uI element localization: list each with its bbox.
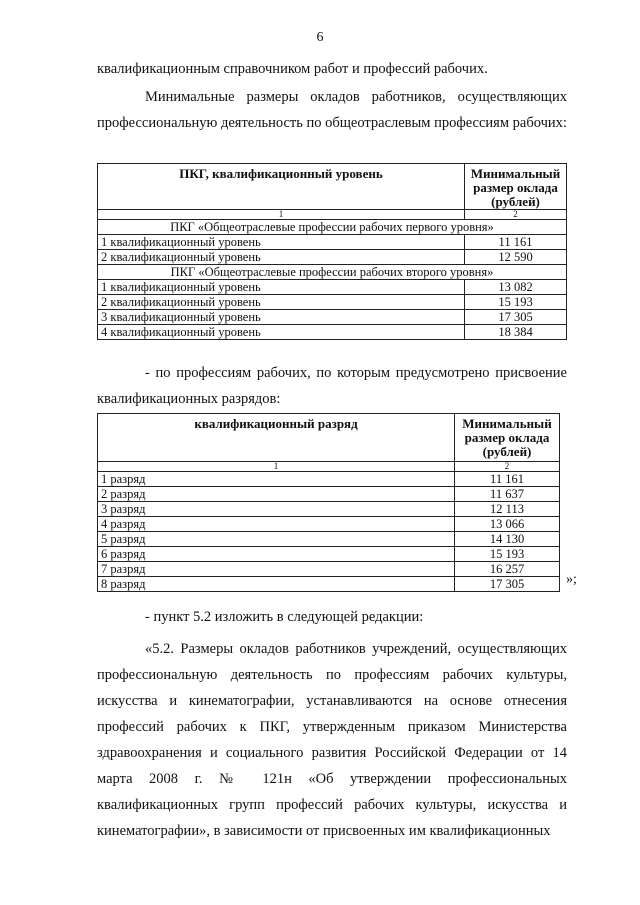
header-qualification-level: ПКГ, квалификационный уровень: [98, 164, 465, 210]
salary-cell: 16 257: [455, 562, 560, 577]
table-row: [98, 235, 567, 250]
grade-cell: 7 разряд: [98, 562, 455, 577]
grade-cell: 2 разряд: [98, 487, 455, 502]
table-row: [98, 577, 560, 592]
table-row: [98, 250, 567, 265]
salary-cell: 15 193: [465, 295, 567, 310]
salary-cell: 11 637: [455, 487, 560, 502]
group-row: [98, 265, 567, 280]
salary-table-grades: [97, 413, 560, 592]
paragraph-qualification-grades: - по профессиям рабочих, по которым предусмотрено присвоение квалификационных разрядов:: [97, 365, 567, 407]
salary-cell: 12 590: [465, 250, 567, 265]
salary-cell: 17 305: [455, 577, 560, 592]
table-row: [98, 517, 560, 532]
salary-cell: 18 384: [465, 325, 567, 340]
level-cell: 1 квалификационный уровень: [98, 235, 465, 250]
table-row: [98, 310, 567, 325]
group-title-second-level: ПКГ «Общеотраслевые профессии рабочих второго уровня»: [98, 265, 567, 280]
group-title-first-level: ПКГ «Общеотраслевые профессии рабочих первого уровня»: [98, 220, 567, 235]
table-row: [98, 562, 560, 577]
grade-cell: 1 разряд: [98, 472, 455, 487]
grade-cell: 5 разряд: [98, 532, 455, 547]
salary-cell: 17 305: [465, 310, 567, 325]
grade-cell: 4 разряд: [98, 517, 455, 532]
table-row: [98, 502, 560, 517]
table-row: [98, 280, 567, 295]
header-qualification-grade: квалификационный разряд: [98, 414, 455, 462]
table-row: [98, 472, 560, 487]
paragraph-item-5-2-text: «5.2. Размеры окладов работников учреждений, осуществляющих профессиональную деятельность по профессиям рабочих культуры, искусства и кинематографии, устанавливаются на основе отнесения профессий рабочих к ПКГ, утвержденным приказом Министерства здравоохранения и социального развития Российской Федерации от 14 марта 2008 г. № 121н «Об утверждении профессиональных квалификационных групп профессий рабочих культуры, искусства и кинематографии», в зависимости от присвоенных им квалификационных: [97, 641, 567, 839]
salary-cell: 12 113: [455, 502, 560, 517]
column-number-row: [98, 210, 567, 220]
salary-cell: 13 082: [465, 280, 567, 295]
intro-line: квалификационным справочником работ и профессий рабочих.: [97, 61, 488, 77]
table-header-row: [98, 414, 560, 462]
table-row: [98, 532, 560, 547]
salary-cell: 14 130: [455, 532, 560, 547]
col-number: 1: [98, 210, 465, 220]
table-header-row: [98, 164, 567, 210]
grade-cell: 6 разряд: [98, 547, 455, 562]
level-cell: 4 квалификационный уровень: [98, 325, 465, 340]
table-row: [98, 547, 560, 562]
col-number: 2: [465, 210, 567, 220]
table-row: [98, 325, 567, 340]
level-cell: 3 квалификационный уровень: [98, 310, 465, 325]
paragraph-item-5-2-intro: - пункт 5.2 изложить в следующей редакции:: [145, 609, 424, 625]
salary-cell: 11 161: [455, 472, 560, 487]
closing-quote: »;: [566, 572, 577, 587]
salary-cell: 11 161: [465, 235, 567, 250]
header-min-salary: Минимальный размер оклада (рублей): [455, 414, 560, 462]
grade-cell: 3 разряд: [98, 502, 455, 517]
table-row: [98, 295, 567, 310]
grade-cell: 8 разряд: [98, 577, 455, 592]
header-min-salary: Минимальный размер оклада (рублей): [465, 164, 567, 210]
level-cell: 1 квалификационный уровень: [98, 280, 465, 295]
group-row: [98, 220, 567, 235]
column-number-row: [98, 462, 560, 472]
col-number: 1: [98, 462, 455, 472]
level-cell: 2 квалификационный уровень: [98, 250, 465, 265]
table-row: [98, 487, 560, 502]
paragraph-general-professions: Минимальные размеры окладов работников, осуществляющих профессиональную деятельность по общеотраслевым профессиям рабочих:: [97, 89, 567, 131]
salary-cell: 13 066: [455, 517, 560, 532]
salary-table-general: [97, 163, 567, 340]
page-number: 6: [316, 30, 324, 45]
col-number: 2: [455, 462, 560, 472]
salary-cell: 15 193: [455, 547, 560, 562]
level-cell: 2 квалификационный уровень: [98, 295, 465, 310]
